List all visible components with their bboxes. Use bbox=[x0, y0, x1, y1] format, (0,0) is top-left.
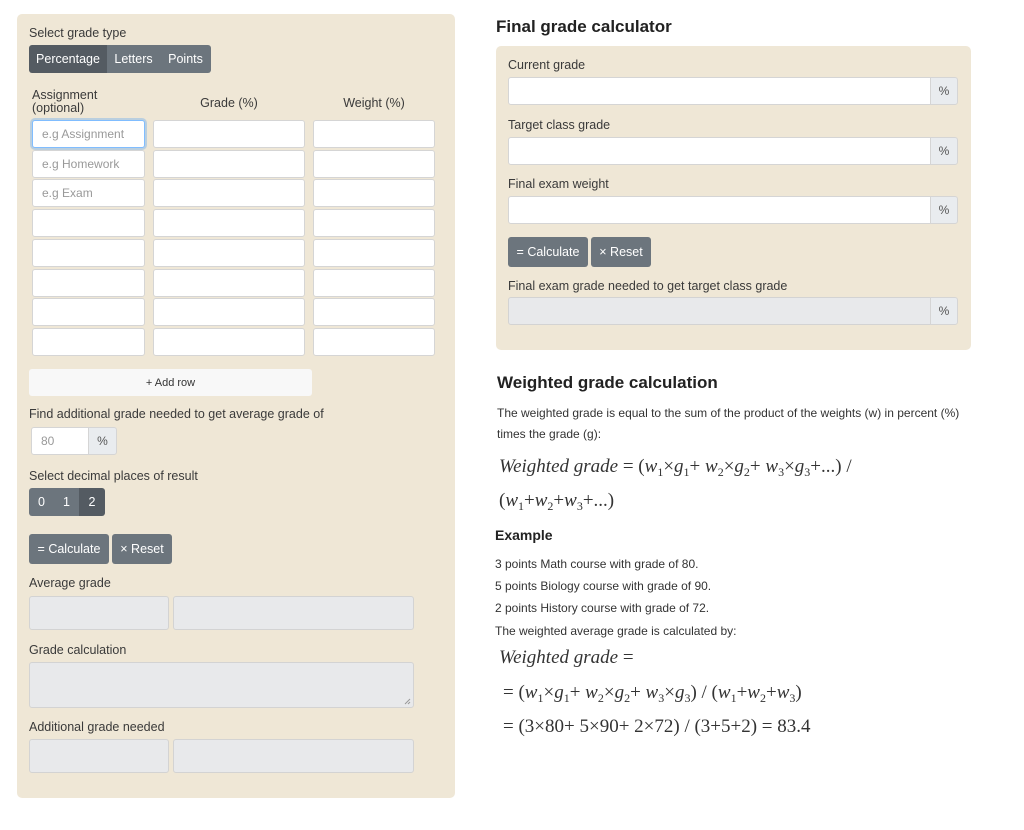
weighted-section-title: Weighted grade calculation bbox=[497, 373, 718, 392]
final-exam-weight-label: Final exam weight bbox=[508, 177, 609, 191]
grade-input[interactable] bbox=[153, 120, 305, 148]
reset-button[interactable]: × Reset bbox=[112, 534, 172, 564]
weight-input[interactable] bbox=[313, 298, 435, 326]
grade-calculation-textarea bbox=[29, 662, 414, 708]
decimal-places-label: Select decimal places of result bbox=[29, 469, 198, 483]
assignment-input[interactable] bbox=[32, 239, 145, 267]
final-reset-button[interactable]: × Reset bbox=[591, 237, 651, 267]
weighted-formula-line2: $(w_1+w_2+w_3+...)$ bbox=[499, 490, 615, 513]
grade-input[interactable] bbox=[153, 150, 305, 178]
decimal-1-button[interactable]: 1 bbox=[54, 488, 79, 516]
grade-input[interactable] bbox=[153, 298, 305, 326]
target-class-grade-percent-addon: % bbox=[930, 137, 958, 165]
grade-input[interactable] bbox=[153, 328, 305, 356]
grade-input[interactable] bbox=[153, 269, 305, 297]
assignment-input[interactable] bbox=[32, 209, 145, 237]
additional-grade-label: Find additional grade needed to get average grade of bbox=[29, 407, 324, 421]
grade-type-label: Select grade type bbox=[29, 26, 127, 40]
example-line-math: 3 points Math course with grade of 80. bbox=[495, 557, 699, 571]
assignment-input[interactable]: e.g Assignment bbox=[32, 120, 145, 148]
grade-input[interactable] bbox=[153, 239, 305, 267]
resize-handle-icon[interactable] bbox=[404, 698, 411, 705]
grade-type-points-button[interactable]: Points bbox=[160, 45, 211, 73]
current-grade-label: Current grade bbox=[508, 58, 586, 72]
current-grade-input[interactable] bbox=[508, 77, 931, 105]
additional-grade-output bbox=[29, 739, 169, 773]
percent-addon: % bbox=[88, 427, 117, 455]
decimal-places-group bbox=[29, 488, 105, 516]
weight-input[interactable] bbox=[313, 179, 435, 207]
example-formula-line3: = (3×80+ 5×90+ 2×72) / (3+5+2) = 83.4 bbox=[503, 716, 811, 737]
grade-type-group bbox=[29, 45, 211, 73]
target-class-grade-label: Target class grade bbox=[508, 118, 611, 132]
example-title: Example bbox=[495, 527, 553, 543]
grade-input[interactable] bbox=[153, 209, 305, 237]
example-line-biology: 5 points Biology course with grade of 90. bbox=[495, 579, 712, 593]
calculate-button[interactable]: = Calculate bbox=[29, 534, 109, 564]
weighted-formula-line1: Weighted grade = $(w_1\times g_1+ w_2\times g_2+ w_3\times g_3+...)$ / bbox=[499, 456, 852, 479]
weight-input[interactable] bbox=[313, 269, 435, 297]
grade-type-percentage-button[interactable]: Percentage bbox=[29, 45, 107, 73]
example-line-history: 2 points History course with grade of 72. bbox=[495, 601, 710, 615]
final-calculate-button[interactable]: = Calculate bbox=[508, 237, 588, 267]
weight-input[interactable] bbox=[313, 150, 435, 178]
weighted-description: The weighted grade is equal to the sum of the product of the weights (w) in percent (%) times the grade (g): bbox=[497, 406, 960, 441]
assignment-input[interactable]: e.g Homework bbox=[32, 150, 145, 178]
average-letter-output bbox=[173, 596, 414, 630]
average-grade-label: Average grade bbox=[29, 576, 111, 590]
weight-input[interactable] bbox=[313, 120, 435, 148]
weight-input[interactable] bbox=[313, 328, 435, 356]
assignment-input[interactable]: e.g Exam bbox=[32, 179, 145, 207]
assignment-input[interactable] bbox=[32, 269, 145, 297]
additional-letter-output bbox=[173, 739, 414, 773]
weight-column-header: Weight (%) bbox=[343, 96, 405, 110]
assignment-input[interactable] bbox=[32, 328, 145, 356]
current-grade-percent-addon: % bbox=[930, 77, 958, 105]
decimal-0-button[interactable]: 0 bbox=[29, 488, 54, 516]
average-grade-output bbox=[29, 596, 169, 630]
final-exam-weight-percent-addon: % bbox=[930, 196, 958, 224]
example-formula-line2: = $(w_1\times g_1+ w_2\times g_2+ w_3\times g_3) / (w_1+w_2+w_3)$ bbox=[503, 682, 802, 705]
decimal-2-button[interactable]: 2 bbox=[79, 488, 105, 516]
target-average-input[interactable]: 80 bbox=[31, 427, 89, 455]
grade-type-letters-button[interactable]: Letters bbox=[107, 45, 160, 73]
grade-input[interactable] bbox=[153, 179, 305, 207]
example-line-calculated: The weighted average grade is calculated by: bbox=[495, 624, 737, 638]
assignment-column-header: Assignment (optional) bbox=[32, 88, 98, 115]
final-result-output bbox=[508, 297, 931, 325]
add-row-button[interactable]: + Add row bbox=[29, 369, 312, 396]
weight-input[interactable] bbox=[313, 239, 435, 267]
final-calculator-title: Final grade calculator bbox=[496, 17, 672, 36]
target-class-grade-input[interactable] bbox=[508, 137, 931, 165]
grade-calculation-label: Grade calculation bbox=[29, 643, 127, 657]
additional-grade-needed-label: Additional grade needed bbox=[29, 720, 165, 734]
example-formula-line1: Weighted grade = bbox=[499, 647, 634, 668]
final-result-percent-addon: % bbox=[930, 297, 958, 325]
weight-input[interactable] bbox=[313, 209, 435, 237]
final-exam-weight-input[interactable] bbox=[508, 196, 931, 224]
final-result-label: Final exam grade needed to get target class grade bbox=[508, 279, 788, 293]
assignment-input[interactable] bbox=[32, 298, 145, 326]
grade-column-header: Grade (%) bbox=[200, 96, 258, 110]
